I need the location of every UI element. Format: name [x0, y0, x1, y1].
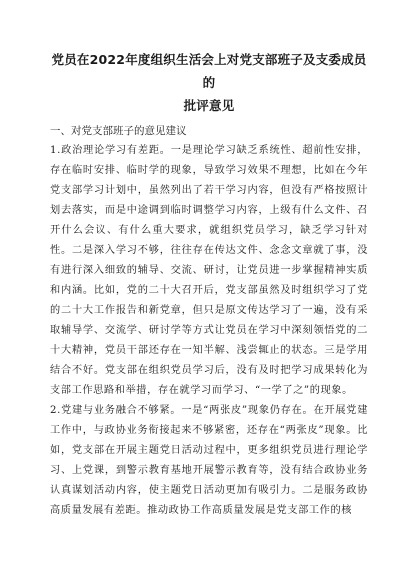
title-line-1: 党员在2022年度组织生活会上对党支部班子及支委成员的: [51, 52, 367, 90]
paragraph-political-study: 1.政治理论学习有差距。一是理论学习缺乏系统性、超前性安排，存在临时安排、临时学的现象，导致学习效果不理想，比如在今年党支部学习计划中，虽然列出了若干学习内容，但没有严格按照计划去落实，而是中途调到临时调整学习内容，上级有什么文件、召开什么会议、有什么重大要求，就组织党员学习，缺乏学习针对性。二是深入学习不够，往往存在传达文件、念念文章就了事，没有进行深入细致的辅导、交流、研讨，让党员进一步掌握精神实质和内涵。比如，党的二十大召开后，党支部虽然及时组织学习了党的二十大工作报告和新党章，但只是原文传达学习了一遍，没有采取辅导学、交流学、研讨学等方式让党员在学习中深刻领悟党的二十大精神，党员干部还存在一知半解、浅尝辄止的状态。三是学用结合不好。党支部在组织党员学习后，没有及时把学习成果转化为支部工作思路和举措，存在就学习而学习、“一学了之”的现象。: [50, 145, 368, 396]
section-heading: 一、对党支部班子的意见建议: [50, 125, 187, 137]
title-line-2: 批评意见: [183, 98, 235, 113]
paragraph-party-business: 2.党建与业务融合不够紧。一是“两张皮”现象仍存在。在开展党建工作中，与政协业务衔接起来不够紧密，还存在“两张皮”现象。比如，党支部在开展主题党日活动过程中，更多组织党员进行理论学习、上党课，到警示教育基地开展警示教育等，没有结合政协业务认真谋划活动内容，使主题党日活动更加有吸引力。二是服务政协高质量发展有差距。推动政协工作高质量发展是党支部工作的核: [50, 405, 368, 516]
document-title: [50, 48, 368, 117]
